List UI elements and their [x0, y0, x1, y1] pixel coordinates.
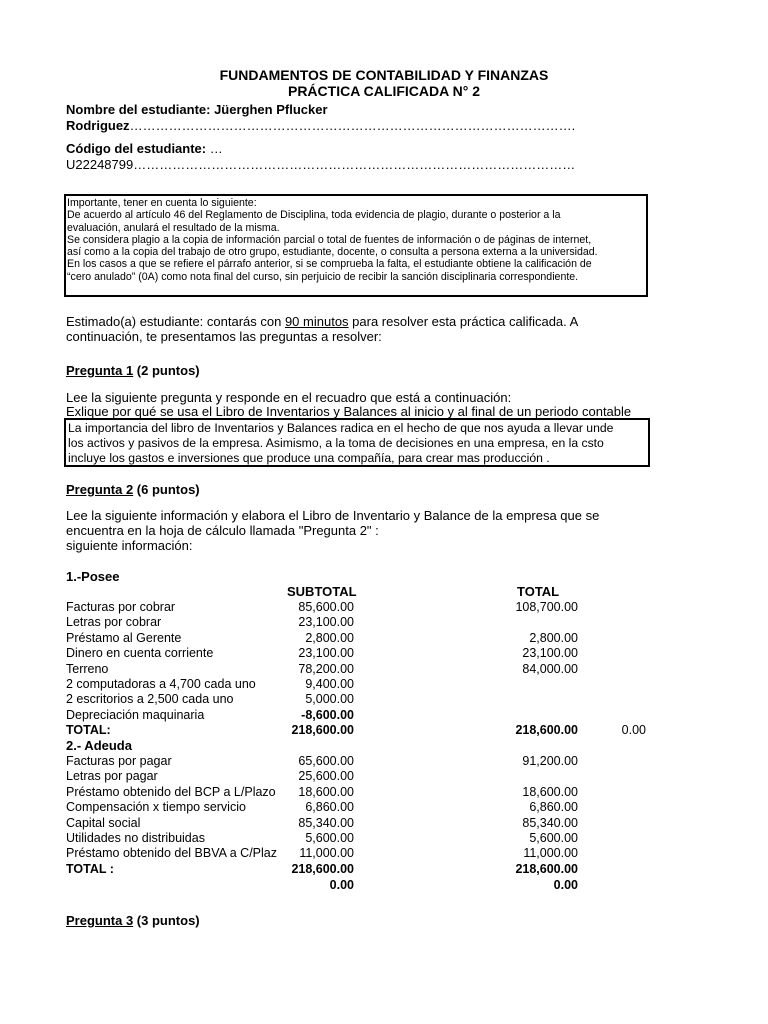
table-row	[0, 816, 768, 831]
total-column-header: TOTAL	[517, 584, 560, 599]
student-code-label: Código del estudiante:	[66, 141, 207, 156]
row-label: Facturas por pagar	[66, 754, 172, 768]
difference-total: 0.00	[553, 878, 578, 892]
row-label: Depreciación maquinaria	[66, 707, 205, 722]
question-1-instruction: Lee la siguiente pregunta y responde en el recuadro que está a continuación:	[66, 390, 512, 405]
adeuda-total-label: TOTAL :	[66, 862, 114, 876]
table-row	[0, 769, 768, 784]
student-name-line	[66, 118, 575, 133]
question-3-title: Pregunta 3	[66, 913, 134, 928]
row-total: 18,600.00	[522, 784, 578, 799]
question-2-points: (6 puntos)	[133, 482, 200, 497]
row-total: 6,860.00	[529, 800, 578, 815]
row-label: Capital social	[66, 815, 141, 830]
row-subtotal: 78,200.00	[298, 661, 354, 676]
question-3-heading	[66, 913, 200, 928]
row-total: 23,100.00	[522, 646, 578, 661]
row-subtotal: 85,600.00	[298, 600, 354, 614]
row-label: Letras por cobrar	[66, 615, 162, 630]
notice-line: De acuerdo al artículo 46 del Reglamento de Disciplina, toda evidencia de plagio, durante o posterior a la	[67, 209, 561, 222]
row-subtotal: 65,600.00	[298, 754, 354, 768]
row-label: Dinero en cuenta corriente	[66, 646, 214, 661]
row-subtotal: 25,600.00	[298, 769, 354, 784]
question-1-title: Pregunta 1	[66, 363, 134, 378]
intro-line-2: continuación, te presentamos las preguntas a resolver:	[66, 329, 382, 344]
table-row	[0, 662, 768, 677]
question-1-answer-box[interactable]	[64, 418, 650, 467]
posee-total-subtotal: 218,600.00	[291, 723, 354, 737]
intro-text-start: Estimado(a) estudiante: contarás con	[66, 314, 285, 329]
table-row	[0, 846, 768, 861]
row-subtotal: 23,100.00	[298, 646, 354, 661]
row-total: 108,700.00	[515, 600, 578, 614]
table-row	[0, 600, 768, 615]
question-1-heading	[66, 363, 200, 378]
question-2-title: Pregunta 2	[66, 482, 134, 497]
answer-line: La importancia del libro de Inventarios y Balances radica en el hecho de que nos ayuda a llevar unde	[68, 421, 614, 435]
posee-total-total: 218,600.00	[515, 723, 578, 737]
row-label: Préstamo al Gerente	[66, 630, 182, 645]
row-subtotal: 6,860.00	[305, 800, 354, 815]
row-subtotal: 5,000.00	[305, 692, 354, 707]
row-label: Compensación x tiempo servicio	[66, 800, 246, 815]
student-name-surname: Rodriguez	[66, 118, 130, 133]
table-row	[0, 631, 768, 646]
document-subtitle: PRÁCTICA CALIFICADA N° 2	[287, 83, 480, 99]
difference-row	[0, 878, 768, 893]
student-code-dots-short: …	[206, 141, 223, 156]
notice-line: En los casos a que se refiere el párrafo anterior, si se comprueba la falta, el estudiante obtiene la calificación de	[67, 258, 592, 271]
question-1-prompt: Exlique por qué se usa el Libro de Inventarios y Balances al inicio y al final de un periodo contable	[66, 404, 632, 419]
row-label: Préstamo obtenido del BBVA a C/Plaz	[66, 846, 277, 861]
table-row	[0, 754, 768, 769]
notice-line: Se considera plagio a la copia de información parcial o total de fuentes de información o de páginas de internet,	[67, 233, 592, 246]
document-title: FUNDAMENTOS DE CONTABILIDAD Y FINANZAS	[219, 67, 549, 83]
question-2-heading	[66, 482, 200, 497]
student-name-label: Nombre del estudiante: Jüerghen Pflucker	[66, 102, 328, 117]
table-row	[0, 646, 768, 661]
row-total: 84,000.00	[522, 661, 578, 676]
row-label: Utilidades no distribuidas	[66, 831, 205, 845]
question-2-line-1: Lee la siguiente información y elabora el Libro de Inventario y Balance de la empresa que se	[66, 508, 600, 523]
row-subtotal: 18,600.00	[298, 784, 354, 799]
notice-line: evaluación, anulará el resultado de la misma.	[67, 221, 280, 234]
row-subtotal: 11,000.00	[299, 846, 354, 861]
row-total: 5,600.00	[529, 831, 578, 845]
adeuda-heading: 2.- Adeuda	[66, 738, 132, 753]
intro-minutes: 90 minutos	[284, 314, 349, 329]
question-2-line-3: siguiente información:	[66, 538, 193, 553]
row-label: Terreno	[66, 661, 109, 676]
notice-line: Importante, tener en cuenta lo siguiente:	[67, 197, 257, 209]
plagiarism-notice-box	[64, 194, 648, 297]
question-1-points: (2 puntos)	[133, 363, 200, 378]
table-row	[0, 831, 768, 846]
notice-line: “cero anulado” (0A) como nota final del curso, sin perjuicio de recibir la sanción disciplinaria correspondiente.	[67, 270, 579, 283]
table-row	[0, 785, 768, 800]
row-label: Facturas por cobrar	[66, 600, 176, 614]
table-row	[0, 800, 768, 815]
posee-heading: 1.-Posee	[66, 569, 120, 584]
student-code-value: U22248799	[66, 157, 134, 172]
row-total: 85,340.00	[522, 815, 578, 830]
posee-total-row	[0, 723, 768, 738]
notice-line: así como a la copia del trabajo de otro grupo, estudiante, docente, o consulta a persona externa a la universidad.	[67, 246, 598, 259]
row-subtotal: 23,100.00	[298, 615, 354, 630]
row-label: 2 computadoras a 4,700 cada uno	[66, 677, 256, 691]
posee-total-label: TOTAL:	[66, 723, 111, 737]
row-label: Letras por pagar	[66, 769, 158, 784]
answer-line: los activos y pasivos de la empresa. Asimismo, a la toma de decisiones en una empresa, en la csto	[68, 436, 604, 451]
table-row	[0, 708, 768, 723]
adeuda-total-total: 218,600.00	[515, 862, 578, 876]
row-subtotal: 5,600.00	[305, 831, 354, 845]
row-label: Préstamo obtenido del BCP a L/Plazo	[66, 784, 276, 799]
student-code-line	[66, 157, 575, 172]
answer-line: incluye los gastos e inversiones que produce una compañía, para crear mas producción .	[68, 451, 550, 466]
intro-text-end: para resolver esta práctica calificada. A	[348, 314, 579, 329]
intro-line-1	[66, 314, 578, 329]
row-subtotal: 85,340.00	[298, 815, 354, 830]
row-total: 2,800.00	[529, 630, 578, 645]
table-row	[0, 615, 768, 630]
question-3-points: (3 puntos)	[133, 913, 200, 928]
row-total: 91,200.00	[522, 754, 578, 768]
student-code-dots: …………………………………………………………………………………………	[133, 157, 576, 172]
question-2-line-2: encuentra en la hoja de cálculo llamada "Pregunta 2" :	[66, 523, 379, 538]
table-row	[0, 677, 768, 692]
difference-subtotal: 0.00	[329, 878, 354, 892]
table-row	[0, 692, 768, 707]
row-subtotal: 9,400.00	[305, 677, 354, 691]
row-total: 11,000.00	[523, 846, 578, 861]
adeuda-total-subtotal: 218,600.00	[291, 862, 354, 876]
row-subtotal: 2,800.00	[305, 630, 354, 645]
adeuda-total-row	[0, 862, 768, 877]
student-name-dots: ………………………………………………………………………………………….	[129, 118, 576, 133]
student-code-label-line	[66, 141, 223, 156]
subtotal-column-header: SUBTOTAL	[287, 584, 357, 599]
row-label: 2 escritorios a 2,500 cada uno	[66, 692, 234, 707]
posee-total-difference: 0.00	[621, 723, 646, 737]
row-subtotal: -8,600.00	[301, 707, 354, 722]
